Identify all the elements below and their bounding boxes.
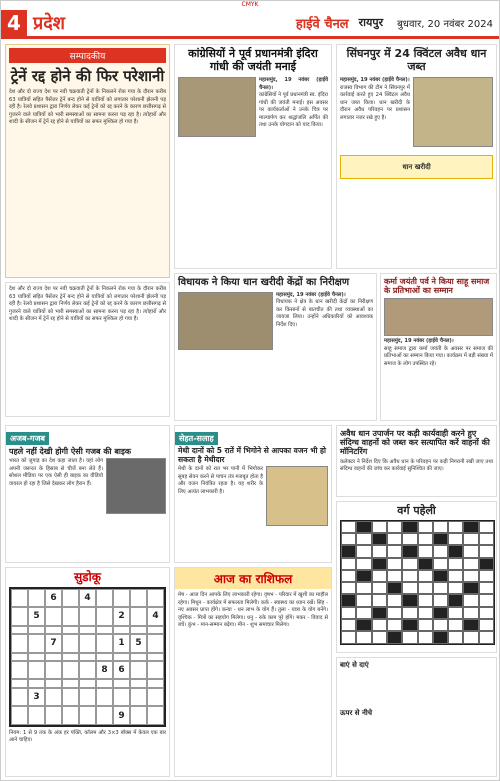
sudoku-cell [147, 661, 164, 679]
sudoku-cell [62, 607, 79, 625]
sudoku-cell [62, 688, 79, 706]
sudoku-cell: 7 [45, 634, 62, 652]
sudoku-cell [147, 589, 164, 607]
sudoku-cell [11, 634, 28, 652]
story-headline: कांग्रेसियों ने पूर्व प्रधानमंत्री इंदिरा गांधी की जयंती मनाई [188, 47, 318, 73]
sudoku-cell: 6 [113, 661, 130, 679]
sudoku-cell [28, 634, 45, 652]
story-bike [5, 425, 170, 563]
story-body: कलेक्टर ने निर्देश दिए कि अवैध धान के परिवहन पर कड़ी निगरानी रखी जाए तथा संदिग्ध वाहनों की जांच कर कार्रवाई सुनिश्चित की जाए। [340, 458, 493, 473]
story-tag: अजब-गजब [6, 432, 49, 445]
sudoku-cell [45, 653, 62, 661]
story-tag: सेहत-सलाह [175, 432, 218, 445]
story-photo [413, 77, 493, 147]
sudoku-cell [28, 661, 45, 679]
crossword-grid [340, 520, 495, 645]
sudoku-cell [79, 607, 96, 625]
sudoku-cell [130, 589, 147, 607]
sudoku-cell: 9 [113, 706, 130, 724]
masthead [1, 9, 499, 39]
sudoku-cell [130, 607, 147, 625]
editorial-label: सम्पादकीय [9, 48, 166, 63]
sudoku-cell: 8 [96, 661, 113, 679]
sudoku-cell [45, 688, 62, 706]
story-dateline: महासमुंद, 19 नवंबर (हाईवे चैनल)। [384, 338, 454, 345]
story-illegal-paddy-monitoring [336, 425, 497, 497]
sudoku-cell [11, 653, 28, 661]
story-photo [266, 466, 328, 526]
sudoku-cell [96, 607, 113, 625]
sudoku-cell [79, 661, 96, 679]
sudoku-cell [62, 706, 79, 724]
sudoku-title: सुडोकू [74, 570, 101, 584]
ad-banner: धान खरीदी [340, 155, 493, 179]
sudoku-cell [79, 706, 96, 724]
story-headline: विधायक ने किया धान खरीदी केंद्रों का निरीक्षण [178, 277, 350, 288]
story-karma-jayanti [380, 273, 497, 421]
sudoku-cell [130, 679, 147, 687]
sudoku-cell [28, 706, 45, 724]
down-title: ऊपर से नीचे [340, 709, 373, 718]
story-dateline: महासमुंद, 19 नवंबर (हाईवे चैनल)। [340, 77, 410, 84]
sudoku-cell [11, 607, 28, 625]
sudoku-cell [96, 679, 113, 687]
editorial-title: ट्रेनें रद्द होने की फिर परेशानी [10, 67, 165, 85]
sudoku-cell [79, 634, 96, 652]
sudoku-cell [11, 688, 28, 706]
sudoku-cell [147, 653, 164, 661]
sudoku-cell [96, 653, 113, 661]
story-mla-inspection [174, 273, 377, 421]
sudoku-cell [79, 679, 96, 687]
story-headline: सिंघनपुर में 24 क्विंटल अवैध धान जब्त [346, 47, 487, 73]
story-body: विधायक ने क्षेत्र के धान खरीदी केंद्रों का निरीक्षण कर किसानों से बातचीत की तथा व्यवस्थाओं का जायजा लिया। उन्होंने अधिकारियों को आवश्यक निर्देश दिए। [276, 299, 373, 328]
editorial-box [5, 44, 170, 278]
story-photo [106, 458, 166, 514]
story-photo [178, 292, 273, 350]
brand-name: हाईवे चैनल [295, 16, 349, 32]
sudoku-cell [96, 688, 113, 706]
section-title: प्रदेश [33, 12, 66, 34]
sudoku-cell: 4 [79, 589, 96, 607]
sudoku-cell: 3 [28, 688, 45, 706]
sudoku-note: नियम: 1 से 9 तक के अंक हर पंक्ति, कॉलम और 3×3 बॉक्स में केवल एक बार आने चाहिए। [9, 729, 166, 744]
sudoku-cell [79, 626, 96, 634]
crossword-title: वर्ग पहेली [397, 504, 436, 517]
sudoku-cell [113, 653, 130, 661]
sudoku-cell: 1 [113, 634, 130, 652]
story-body: कांग्रेसियों ने पूर्व प्रधानमंत्री स्व. इंदिरा गांधी की जयंती मनाई। इस अवसर पर कार्यकर्ताओं ने उनके चित्र पर माल्यार्पण कर श्रद्धांजलि अर्पित की तथा उनके योगदान को याद किया। [259, 92, 328, 129]
sudoku-cell [96, 634, 113, 652]
sudoku-cell [96, 626, 113, 634]
sudoku-cell [79, 688, 96, 706]
sudoku-cell [113, 589, 130, 607]
left-column-continued [5, 282, 170, 417]
story-photo [384, 298, 493, 336]
sudoku-cell: 6 [45, 589, 62, 607]
sudoku-cell [45, 706, 62, 724]
crossword-clues [336, 657, 497, 777]
story-dateline: महासमुंद, 19 नवंबर (हाईवे चैनल)। [276, 291, 346, 298]
sudoku-cell [11, 589, 28, 607]
sudoku-cell [96, 706, 113, 724]
sudoku-grid [9, 587, 166, 727]
story-methi [174, 425, 332, 563]
editorial-continued: देश और दो राज्य देश पर नवी चक्रवाती ट्रेनों के निकलने रोक गया के दौरान करीब 63 यात्रियों सहित पैसेंजर ट्रेनें बन्द होने से यात्रियों को लगातार परेशानी झेलनी पड़ रही है। रेलवे प्रशासन द्वारा निर्णय लेकर कई ट्रेनों को रद्द करने के कारण छत्तीसगढ़ से गुजरने वाले यात्रियों को भारी समस्याओं का सामना करना पड़ रहा है। त्योहारों और शादी के सीजन में ट्रेनें रद्द होने से यात्रियों का सफर मुश्किल हो गया है। [9, 286, 166, 323]
sudoku-cell [45, 607, 62, 625]
sudoku-cell [45, 626, 62, 634]
horoscope-section [174, 567, 332, 777]
sudoku-cell [130, 626, 147, 634]
story-headline: मेथी दानों को 5 रातें में भिगोने से आपका वजन भी हो सकता है मेथीदार [178, 446, 326, 464]
sudoku-cell [28, 589, 45, 607]
sudoku-cell [147, 634, 164, 652]
sudoku-cell [130, 653, 147, 661]
story-photo [178, 77, 256, 137]
story-body: भारत को जुगाड़ का देश कहा जाता है। यहां लोग अपनी जरूरत के हिसाब से चीजें बना लेते हैं। सोशल मीडिया पर एक ऐसी ही बाइक का वीडियो वायरल हो रहा है जिसे देखकर लोग हैरान हैं। [9, 458, 103, 487]
sudoku-cell [62, 679, 79, 687]
story-dateline: महासमुंद, 19 नवंबर (हाईवे चैनल)। [259, 77, 328, 91]
sudoku-cell [147, 688, 164, 706]
sudoku-cell [62, 589, 79, 607]
horoscope-title: आज का राशिफल [175, 568, 331, 589]
sudoku-cell [113, 679, 130, 687]
story-singhanpur-paddy [336, 44, 497, 269]
editorial-body: देश और दो राज्य देश पर नवी चक्रवाती ट्रेनों के निकलने रोक गया के दौरान करीब 63 यात्रियों सहित पैसेंजर ट्रेनें बन्द होने से यात्रियों को लगातार परेशानी झेलनी पड़ रही है। रेलवे प्रशासन द्वारा निर्णय लेकर कई ट्रेनों को रद्द करने के कारण छत्तीसगढ़ से गुजरने वाले यात्रियों को भारी समस्याओं का सामना करना पड़ रहा है। त्योहारों और शादी के सीजन में ट्रेनें रद्द होने से यात्रियों का सफर मुश्किल हो गया है। [9, 89, 166, 126]
story-body: साहू समाज द्वारा कर्मा जयंती के अवसर पर समाज की प्रतिभाओं का सम्मान किया गया। कार्यक्रम में बड़ी संख्या में समाज के लोग उपस्थित रहे। [384, 345, 493, 367]
story-headline: कर्मा जयंती पर्व ने किया साहू समाज के प्रतिभाओं का सम्मान [384, 277, 490, 296]
sudoku-cell [62, 661, 79, 679]
city-name: रायपुर [358, 16, 384, 29]
sudoku-cell [28, 679, 45, 687]
issue-date: बुधवार, 20 नवंबर 2024 [397, 18, 493, 30]
sudoku-cell [147, 679, 164, 687]
cmyk-marker: CMYK [241, 1, 259, 8]
sudoku-cell [113, 688, 130, 706]
sudoku-cell: 5 [130, 634, 147, 652]
crossword-section [336, 501, 497, 653]
story-body: मेथी के दानों को रात भर पानी में भिगोकर सुबह सेवन करने से पाचन तंत्र मजबूत होता है और वजन नियंत्रित रहता है। यह शरीर के लिए अत्यंत लाभकारी है। [178, 466, 263, 495]
sudoku-cell [79, 653, 96, 661]
sudoku-cell: 2 [113, 607, 130, 625]
page-number: 4 [1, 10, 27, 36]
story-headline: पहले नहीं देखी होगी ऐसी गजब की बाइक [9, 447, 132, 456]
sudoku-cell [62, 634, 79, 652]
story-headline: अवैध धान उपार्जन पर कड़ी कार्यवाही करने हुए संदिग्ध वाहनों को जब्त कर सत्यापित करें वाहनों की मॉनिटरिंग [340, 429, 490, 457]
sudoku-cell [113, 626, 130, 634]
across-title: बाएं से दाएं [340, 661, 369, 669]
sudoku-cell [11, 626, 28, 634]
sudoku-cell [130, 706, 147, 724]
sudoku-cell [28, 653, 45, 661]
sudoku-cell: 5 [28, 607, 45, 625]
sudoku-cell [96, 589, 113, 607]
sudoku-section [5, 567, 170, 777]
sudoku-cell [28, 626, 45, 634]
sudoku-cell [45, 661, 62, 679]
sudoku-cell [11, 706, 28, 724]
sudoku-cell [62, 626, 79, 634]
story-indira-jayanti [174, 44, 332, 269]
sudoku-cell [130, 688, 147, 706]
story-body: राजस्व विभाग की टीम ने सिंघनपुर में कार्रवाई करते हुए 24 क्विंटल अवैध धान जब्त किया। धान खरीदी के दौरान अवैध परिवहन पर प्रशासन लगातार नजर रखे हुए है। [340, 84, 410, 121]
sudoku-cell [11, 661, 28, 679]
sudoku-cell [62, 653, 79, 661]
sudoku-cell [147, 706, 164, 724]
sudoku-cell [45, 679, 62, 687]
sudoku-cell [130, 661, 147, 679]
sudoku-cell [11, 679, 28, 687]
sudoku-cell [147, 626, 164, 634]
horoscope-text: मेष - आज दिन आपके लिए लाभकारी रहेगा। वृषभ - परिवार में खुशी का माहौल रहेगा। मिथुन - कार्यक्षेत्र में सफलता मिलेगी। कर्क - स्वास्थ्य का ध्यान रखें। सिंह - नए अवसर प्राप्त होंगे। कन्या - धन लाभ के योग हैं। तुला - यात्रा के योग बनेंगे। वृश्चिक - मित्रों का सहयोग मिलेगा। धनु - रुके काम पूरे होंगे। मकर - विवाद से बचें। कुंभ - मान-सम्मान बढ़ेगा। मीन - शुभ समाचार मिलेगा। [178, 592, 328, 629]
sudoku-cell: 4 [147, 607, 164, 625]
